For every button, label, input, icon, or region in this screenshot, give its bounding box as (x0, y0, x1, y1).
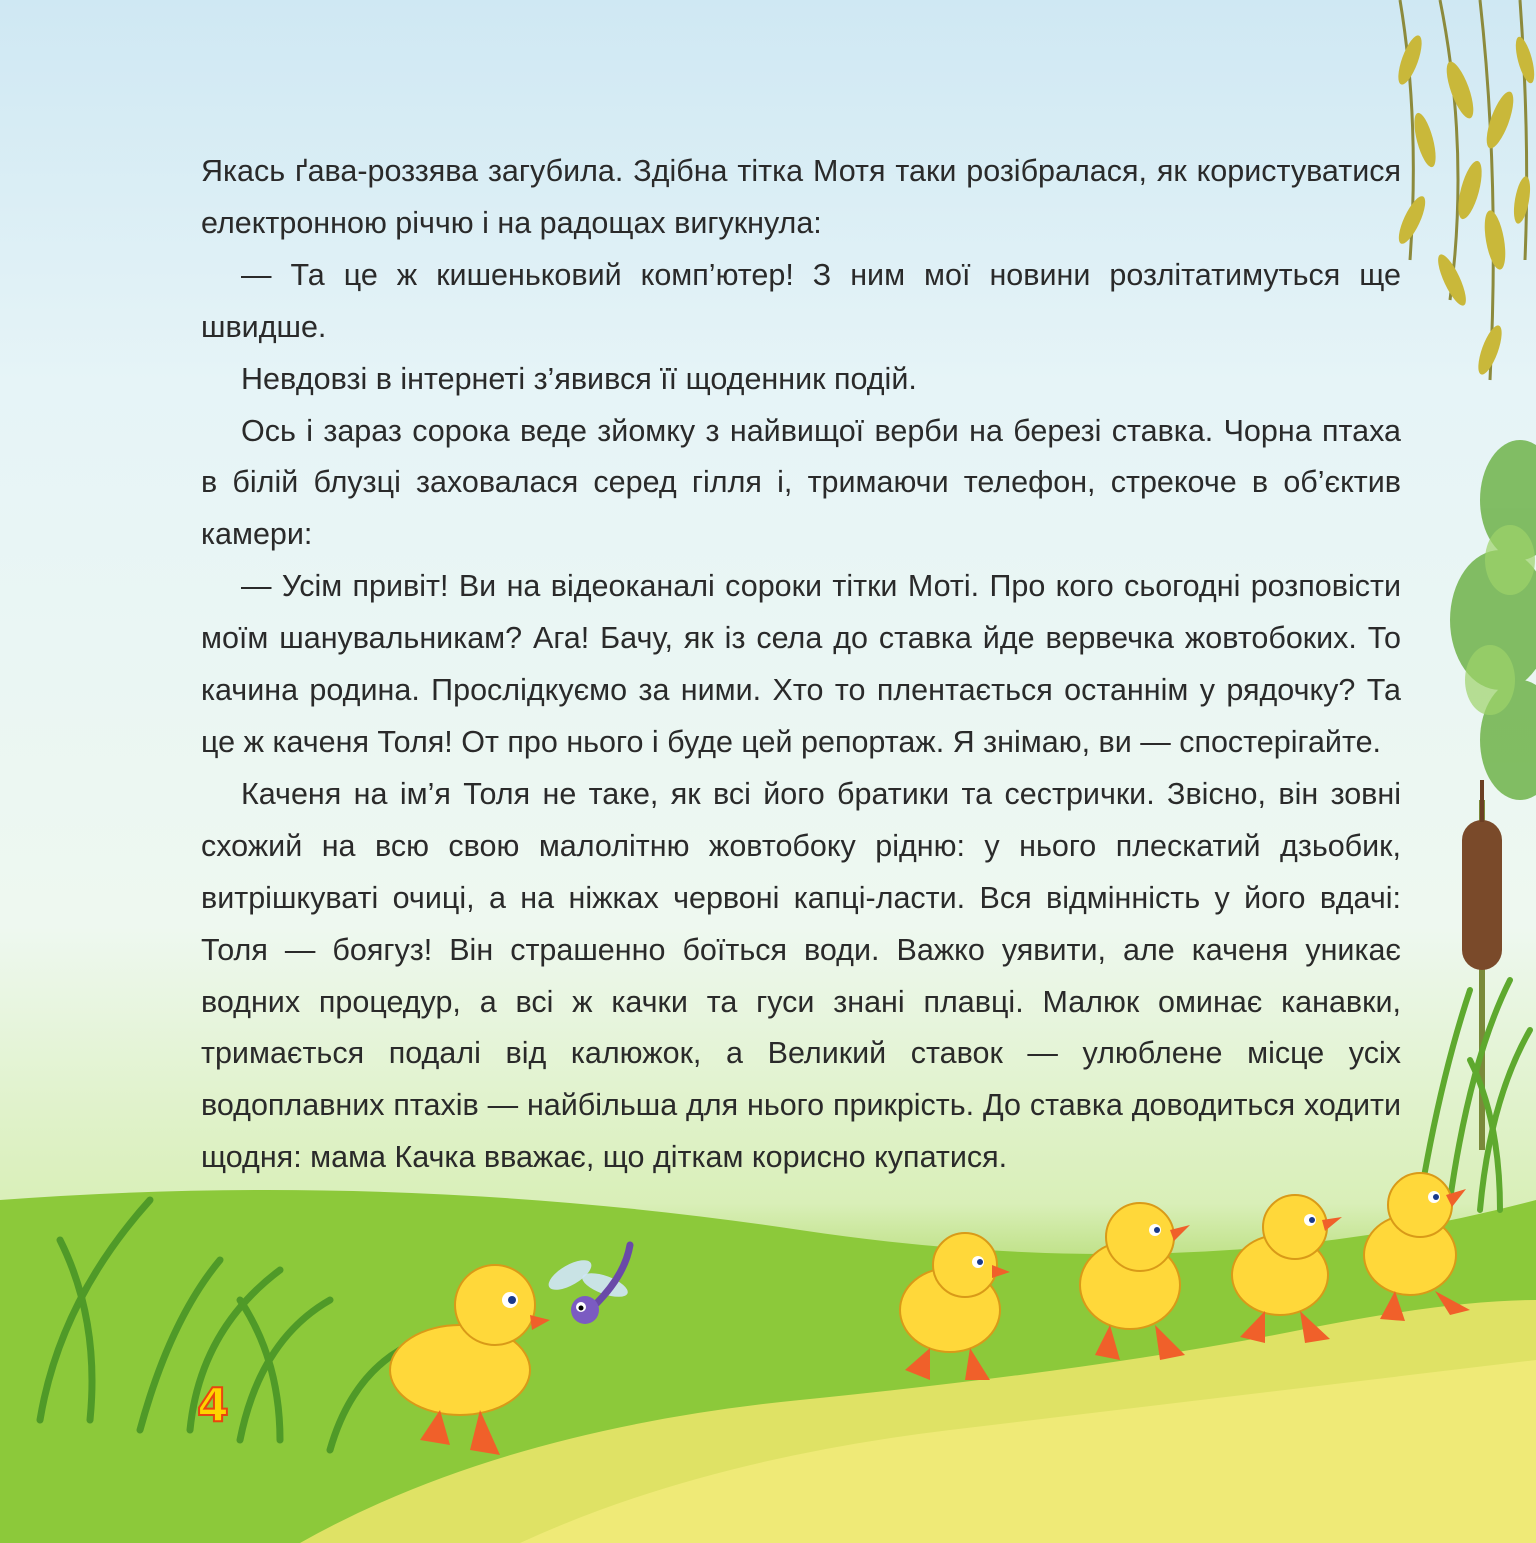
willow-leaves (1394, 33, 1536, 377)
paragraph: — Усім привіт! Ви на відеоканалі сороки тітки Моті. Про кого сьогодні розповісти моїм шанувальникам? Ага! Бачу, як із села до ставка йде вервечка жовтобоких. То качина родина. Прослідкуємо за ними. Хто то плентається останнім у рядочку? Та це ж каченя Толя! От про нього і буде цей репортаж. Я знімаю, ви — спостерігайте. (201, 569, 1401, 759)
paragraph: Каченя на ім’я Толя не таке, як всі його братики та сестрички. Звісно, він зовні схожий на всю свою малолітню жовтобоку рідню: у нього плескатий дзьобик, витрішкуваті очиці, а на ніжках червоні капці-ласти. Вся відмінність у його вдачі: Толя — боягуз! Він страшенно боїться води. Важко уявити, але каченя уникає водних процедур, а всі ж качки та гуси знані плавці. Малюк оминає канавки, тримається подалі від калюжок, а Великий ставок — улюблене місце усіх водоплавних птахів — найбільша для нього прикрість. До ставка доводиться ходити щодня: мама Качка вважає, що діткам корисно купатися. (201, 776, 1401, 1175)
paragraph: Якась ґава-роззява загубила. Здібна тітка Мотя таки розібралася, як користуватися електронною річчю і на радощах вигукнула: (201, 154, 1401, 240)
page-number: 4 (197, 1378, 230, 1432)
grass-right (1420, 980, 1530, 1210)
paragraph: — Та це ж кишеньковий комп’ютер! З ним мої новини розлітатимуться ще швидше. (201, 257, 1401, 344)
story-text (201, 146, 1401, 1184)
bush-right (1450, 440, 1536, 800)
paragraph: Ось і зараз сорока веде зйомку з найвищої верби на березі ставка. Чорна птаха в білій блузці заховалася серед гілля і, тримаючи телефон, стрекоче в об’єктив камери: (201, 413, 1401, 552)
paragraph: Невдовзі в інтернеті з’явився її щоденник подій. (241, 361, 917, 396)
